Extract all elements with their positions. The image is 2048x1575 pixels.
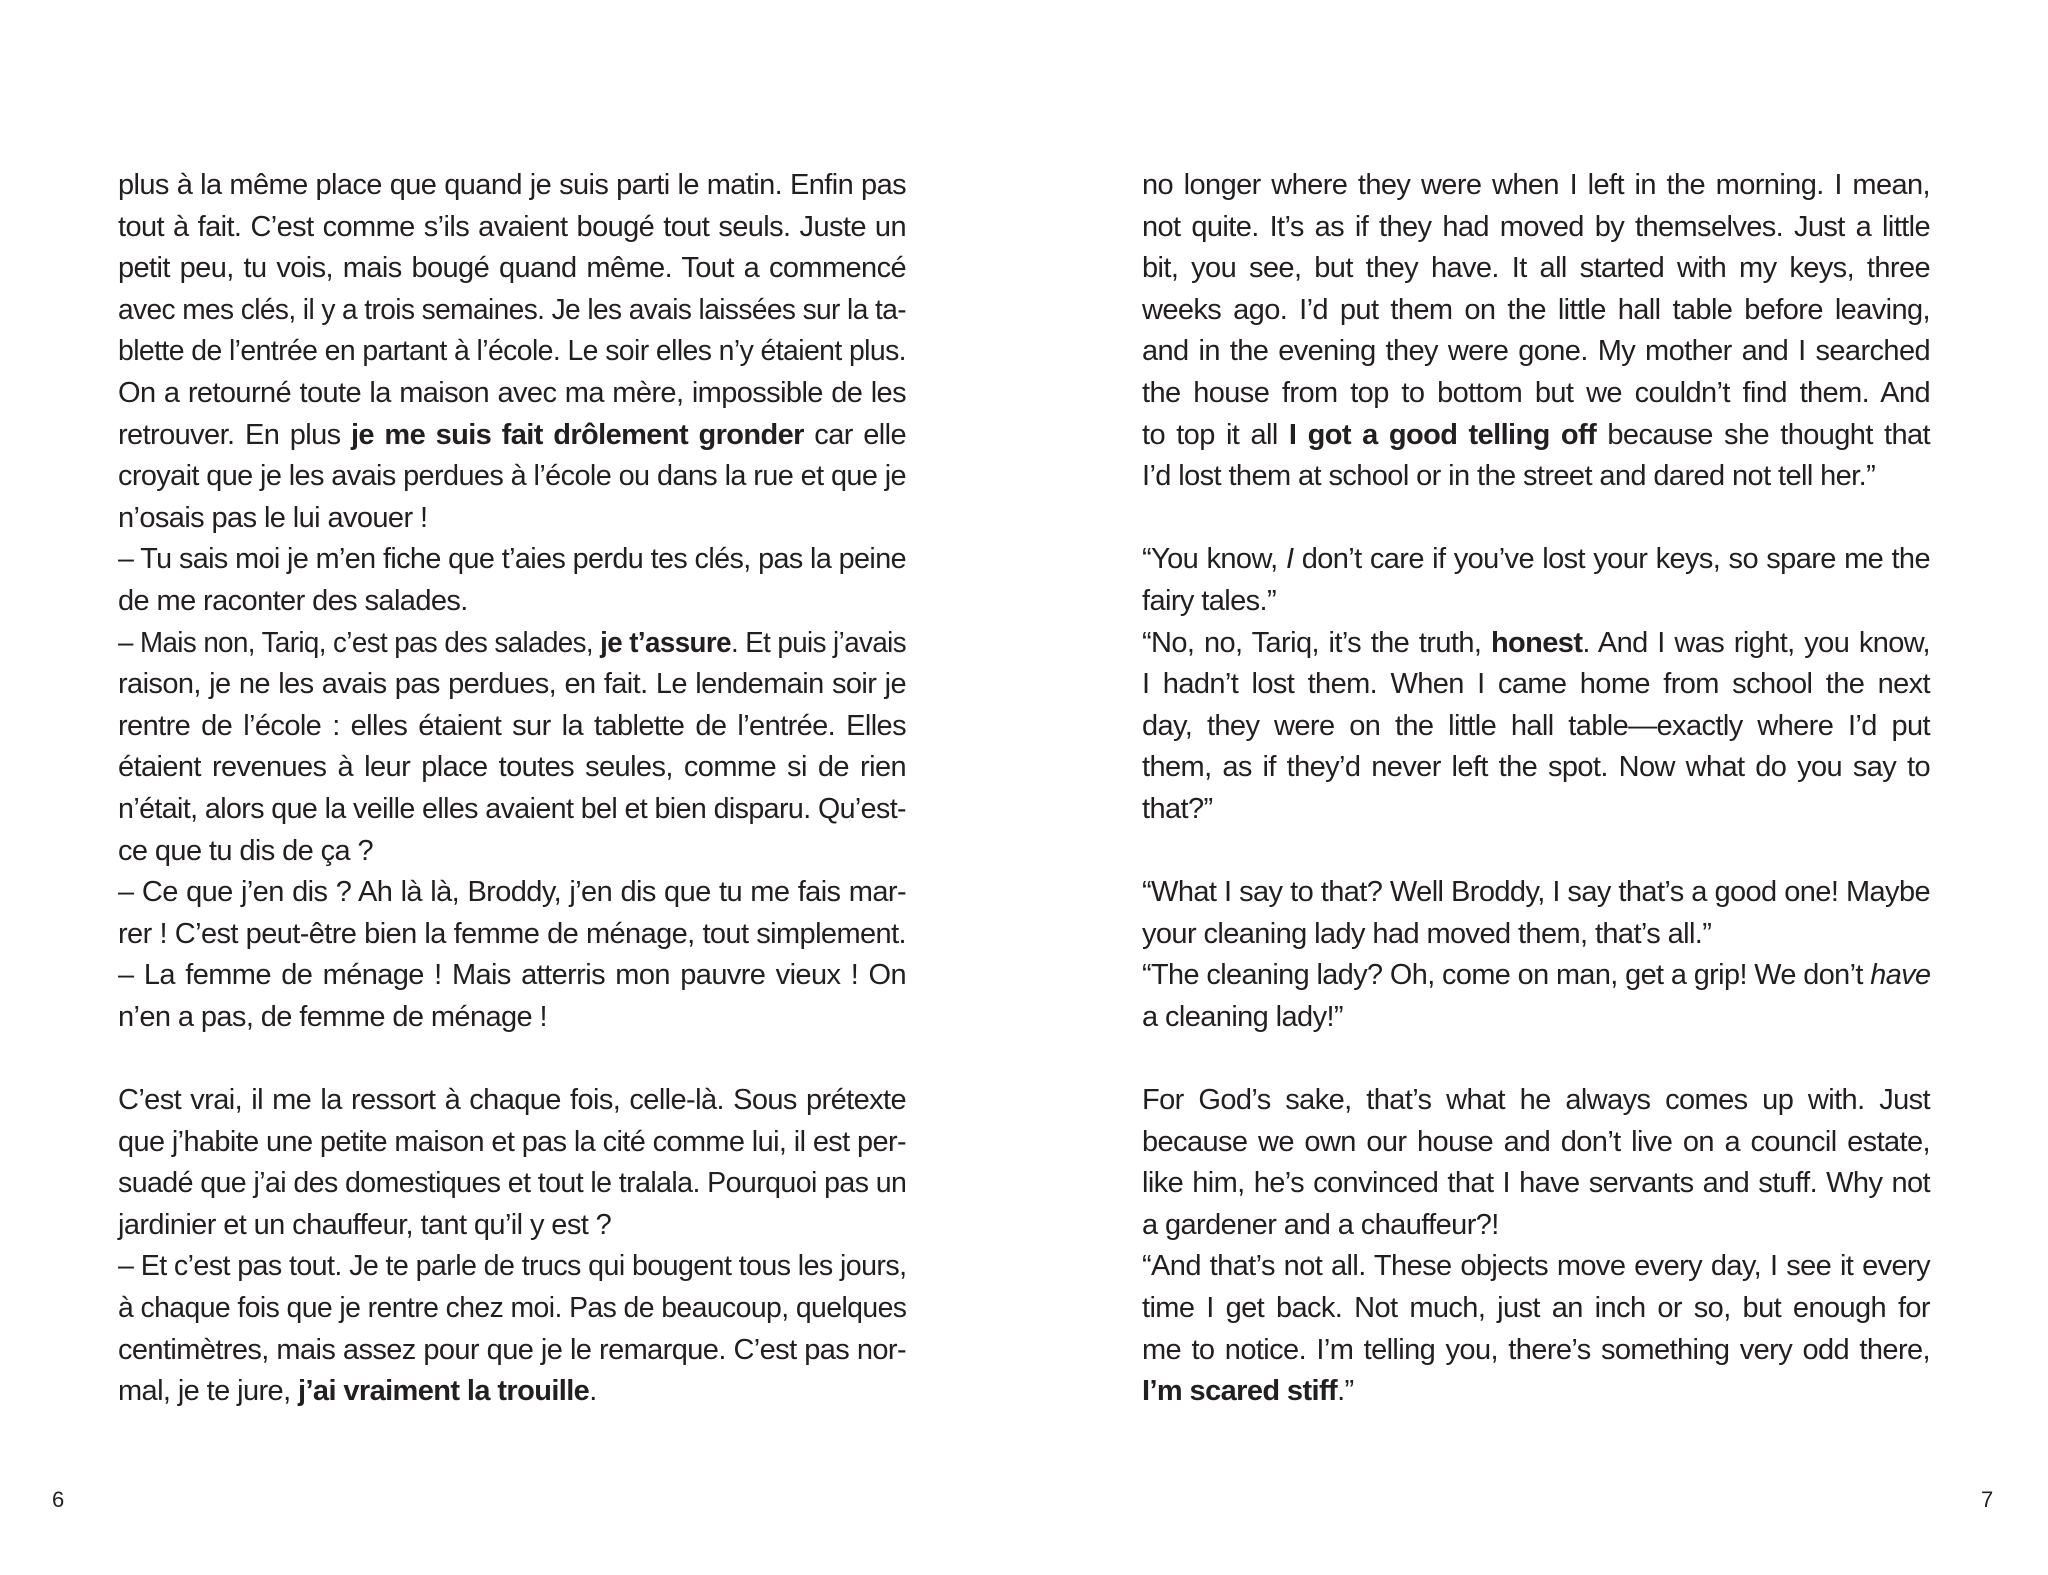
page-number-left: 6: [52, 1487, 65, 1512]
text-line: [118, 1246, 906, 1288]
text-line: [118, 1330, 906, 1372]
text-segment: C’est vrai, il me la ressort à chaque fois, celle-là. Sous prétexte: [118, 1084, 906, 1117]
text-segment: to top it all: [1142, 418, 1289, 451]
text-segment: and in the evening they were gone. My mother and I searched: [1142, 335, 1930, 368]
text-segment: your cleaning lady had moved them, that’s all.”: [1142, 917, 1712, 950]
bold-phrase: I’m scared stiff: [1142, 1375, 1338, 1408]
text-line: [1142, 1330, 1930, 1372]
blank-line: [1142, 498, 1930, 540]
text-line: [1142, 706, 1930, 748]
text-line: [1142, 1371, 1930, 1413]
text-line: [1142, 415, 1930, 457]
text-segment: suadé que j’ai des domestiques et tout le tralala. Pourquoi pas un: [118, 1167, 907, 1200]
right-page-text: [1142, 165, 1930, 1413]
text-segment: blette de l’entrée en partant à l’école. Le soir elles n’y étaient plus.: [118, 335, 906, 368]
text-line: [1142, 623, 1930, 665]
text-line: [118, 498, 906, 540]
text-segment: “The cleaning lady? Oh, come on man, get a grip! We don’t: [1142, 959, 1871, 992]
text-line: [118, 415, 906, 457]
text-segment: because she thought that: [1596, 418, 1930, 451]
text-segment: not quite. It’s as if they had moved by themselves. Just a little: [1142, 210, 1930, 243]
text-line: [118, 623, 906, 665]
text-line: [1142, 1122, 1930, 1164]
text-segment: “No, no, Tariq, it’s the truth,: [1142, 626, 1491, 659]
text-line: [118, 373, 906, 415]
text-segment: rer ! C’est peut-être bien la femme de ménage, tout simplement.: [118, 917, 906, 950]
text-segment: a gardener and a chauffeur?!: [1142, 1208, 1499, 1241]
text-segment: tout à fait. C’est comme s’ils avaient bougé tout seuls. Juste un: [118, 210, 906, 243]
text-segment: For God’s sake, that’s what he always comes up with. Just: [1142, 1084, 1930, 1117]
text-segment: car elle: [803, 418, 906, 451]
text-line: [1142, 664, 1930, 706]
text-segment: fairy tales.”: [1142, 584, 1277, 617]
text-line: [118, 290, 906, 332]
text-line: [118, 1288, 906, 1330]
text-line: [1142, 290, 1930, 332]
text-segment: étaient revenues à leur place toutes seules, comme si de rien: [118, 751, 906, 784]
text-line: [1142, 1205, 1930, 1247]
bold-phrase: honest: [1490, 626, 1583, 659]
blank-line: [1142, 1038, 1930, 1080]
text-segment: no longer where they were when I left in the morning. I mean,: [1142, 169, 1930, 201]
text-line: [1142, 539, 1930, 581]
text-segment: mal, je te jure,: [118, 1375, 298, 1408]
text-segment: n’en a pas, de femme de ménage !: [118, 1000, 547, 1033]
text-segment: . Et puis j’avais: [730, 626, 907, 659]
blank-line: [1142, 831, 1930, 873]
text-line: [1142, 789, 1930, 831]
bold-phrase: je t’assure: [600, 626, 731, 659]
text-segment: retrouver. En plus: [118, 418, 351, 451]
text-segment: like him, he’s convinced that I have servants and stuff. Why not: [1142, 1167, 1930, 1200]
text-segment: rentre de l’école : elles étaient sur la tablette de l’entrée. Elles: [118, 709, 906, 742]
text-segment: that?”: [1142, 792, 1213, 825]
text-segment: – Tu sais moi je m’en fiche que t’aies perdu tes clés, pas la peine: [118, 543, 906, 576]
text-line: [1142, 1163, 1930, 1205]
text-line: [118, 581, 906, 623]
text-segment: “And that’s not all. These objects move every day, I see it every: [1142, 1250, 1930, 1283]
text-segment: – La femme de ménage ! Mais atterris mon pauvre vieux ! On: [118, 959, 906, 992]
text-segment: de me raconter des salades.: [118, 584, 468, 617]
bold-phrase: I got a good telling off: [1288, 418, 1597, 451]
text-segment: croyait que je les avais perdues à l’école ou dans la rue et que je: [118, 460, 906, 493]
text-segment: time I get back. Not much, just an inch or so, but enough for: [1142, 1292, 1930, 1325]
text-line: [118, 1205, 906, 1247]
text-line: [118, 706, 906, 748]
text-segment: me to notice. I’m telling you, there’s something very odd there,: [1142, 1333, 1930, 1366]
text-segment: don’t care if you’ve lost your keys, so spare me the: [1293, 543, 1930, 576]
right-page: [1024, 0, 2048, 1575]
text-segment: bit, you see, but they have. It all started with my keys, three: [1142, 252, 1930, 285]
text-line: [1142, 165, 1930, 207]
text-segment: jardinier et un chauffeur, tant qu’il y est ?: [118, 1208, 612, 1241]
text-line: [1142, 456, 1930, 498]
text-line: [1142, 997, 1930, 1039]
text-segment: – Et c’est pas tout. Je te parle de trucs qui bougent tous les jours,: [118, 1250, 907, 1283]
text-segment: On a retourné toute la maison avec ma mère, impossible de les: [118, 376, 906, 409]
text-line: [1142, 373, 1930, 415]
text-line: [118, 664, 906, 706]
text-segment: – Mais non, Tariq, c’est pas des salades,: [118, 626, 601, 659]
text-line: [118, 1080, 906, 1122]
text-line: [118, 872, 906, 914]
text-line: [118, 1122, 906, 1164]
text-line: [1142, 747, 1930, 789]
text-line: [118, 789, 906, 831]
text-line: [118, 539, 906, 581]
text-segment: . And I was right, you know,: [1582, 626, 1930, 659]
text-line: [118, 207, 906, 249]
text-segment: day, they were on the little hall table—exactly where I’d put: [1142, 709, 1930, 742]
text-segment: raison, je ne les avais pas perdues, en fait. Le lendemain soir je: [118, 668, 906, 701]
text-line: [1142, 331, 1930, 373]
text-line: [118, 997, 906, 1039]
text-line: [1142, 581, 1930, 623]
text-line: [118, 1163, 906, 1205]
text-segment: them, as if they’d never left the spot. Now what do you say to: [1142, 751, 1930, 784]
text-segment: I hadn’t lost them. When I came home from school the next: [1142, 668, 1930, 701]
text-segment: ce que tu dis de ça ?: [118, 834, 374, 867]
text-line: [118, 248, 906, 290]
left-page-text: [118, 165, 906, 1413]
text-line: [1142, 872, 1930, 914]
text-line: [1142, 1288, 1930, 1330]
text-line: [1142, 914, 1930, 956]
text-line: [118, 914, 906, 956]
text-line: [1142, 955, 1930, 997]
text-segment: n’était, alors que la veille elles avaient bel et bien disparu. Qu’est-: [118, 792, 906, 825]
text-line: [1142, 207, 1930, 249]
text-line: [118, 955, 906, 997]
text-line: [118, 331, 906, 373]
text-line: [118, 831, 906, 873]
blank-line: [118, 1038, 906, 1080]
page-number-right: 7: [1981, 1487, 1994, 1512]
bold-phrase: je me suis fait drôlement gronder: [350, 418, 804, 451]
text-line: [1142, 1080, 1930, 1122]
text-segment: because we own our house and don’t live on a council estate,: [1142, 1125, 1930, 1158]
text-line: [118, 456, 906, 498]
text-segment: n’osais pas le lui avouer !: [118, 501, 428, 534]
text-segment: “What I say to that? Well Broddy, I say that’s a good one! Maybe: [1142, 876, 1930, 909]
text-line: [118, 747, 906, 789]
text-segment: weeks ago. I’d put them on the little hall table before leaving,: [1142, 293, 1930, 326]
text-line: [118, 165, 906, 207]
text-line: [1142, 248, 1930, 290]
text-segment: a cleaning lady!”: [1142, 1000, 1343, 1033]
text-segment: – Ce que j’en dis ? Ah là là, Broddy, j’en dis que tu me fais mar-: [118, 876, 906, 909]
text-segment: “You know,: [1142, 543, 1286, 576]
italic-word: I: [1285, 543, 1294, 576]
bold-phrase: j’ai vraiment la trouille: [298, 1375, 590, 1408]
text-segment: centimètres, mais assez pour que je le remarque. C’est pas nor-: [118, 1333, 906, 1366]
text-segment: .: [589, 1375, 597, 1408]
text-line: [118, 1371, 906, 1413]
text-segment: .”: [1337, 1375, 1354, 1408]
text-segment: I’d lost them at school or in the street and dared not tell her.”: [1142, 460, 1876, 493]
text-segment: avec mes clés, il y a trois semaines. Je les avais laissées sur la ta-: [118, 293, 906, 326]
text-line: [1142, 1246, 1930, 1288]
text-segment: the house from top to bottom but we couldn’t find them. And: [1142, 376, 1930, 409]
italic-word: have: [1870, 959, 1931, 992]
text-segment: que j’habite une petite maison et pas la cité comme lui, il est per-: [118, 1125, 906, 1158]
text-segment: plus à la même place que quand je suis parti le matin. Enfin pas: [118, 169, 906, 201]
text-segment: petit peu, tu vois, mais bougé quand même. Tout a commencé: [118, 252, 906, 285]
text-segment: à chaque fois que je rentre chez moi. Pas de beaucoup, quelques: [118, 1292, 907, 1325]
